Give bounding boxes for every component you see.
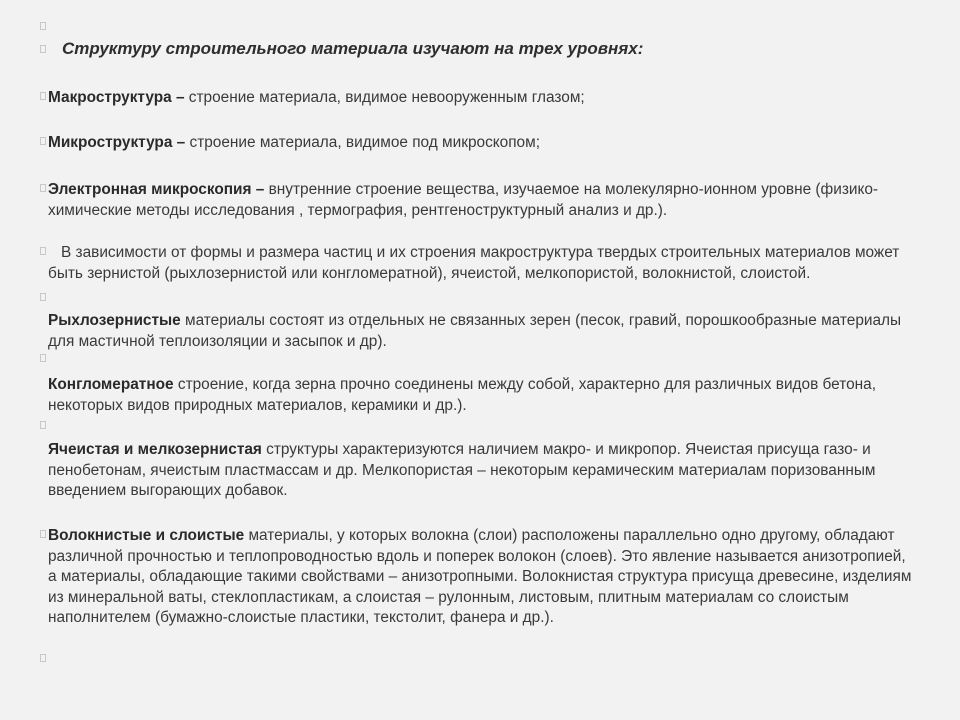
bullet-icon bbox=[40, 184, 46, 192]
paragraph-microstructure bbox=[48, 133, 918, 154]
bullet-icon bbox=[40, 45, 46, 53]
term-label: Микроструктура – bbox=[48, 134, 186, 151]
bullet-icon bbox=[40, 293, 46, 301]
paragraph-fibrous-layered bbox=[48, 526, 918, 629]
bullet-icon bbox=[40, 654, 46, 662]
paragraph-macrostructure-types bbox=[48, 243, 918, 284]
term-label: Волокнистые и слоистые bbox=[48, 527, 245, 544]
slide-title: Структуру строительного материала изучают на трех уровнях: bbox=[62, 39, 644, 58]
paragraph-text: строение материала, видимое под микроскопом; bbox=[185, 134, 540, 151]
term-label: Рыхлозернистые bbox=[48, 312, 181, 329]
bullet-icon bbox=[40, 92, 46, 100]
paragraph-macrostructure bbox=[48, 88, 918, 109]
paragraph-text: структуры характеризуются наличием макро- и микропор. Ячеистая присуща газо- и пенобетонам, ячеистым пластмассам и др. Мелкопористая – некоторым керамическим материалам поризованным введением выгорающих добавок. bbox=[48, 441, 876, 500]
term-label: Конгломератное bbox=[48, 376, 174, 393]
term-label: Ячеистая и мелкозернистая bbox=[48, 441, 262, 458]
paragraph-text: строение, когда зерна прочно соединены между собой, характерно для различных видов бетона, некоторых видов природных материалов, керамики и др.). bbox=[48, 376, 876, 414]
paragraph-text: материалы состоят из отдельных не связанных зерен (песок, гравий, порошкообразные материалы для мастичной теплоизоляции и засыпок и др). bbox=[48, 312, 902, 350]
bullet-icon bbox=[40, 354, 46, 362]
bullet-icon bbox=[40, 247, 46, 255]
paragraph-text: строение материала, видимое невооруженным глазом; bbox=[184, 89, 585, 106]
term-label: Макроструктура – bbox=[48, 89, 185, 106]
paragraph-conglomerate bbox=[48, 375, 918, 416]
bullet-icon bbox=[40, 530, 46, 538]
bullet-icon bbox=[40, 421, 46, 429]
paragraph-text: В зависимости от формы и размера частиц и их строения макроструктура твердых строительных материалов может быть зернистой (рыхлозернистой или конгломератной), ячеистой, мелкопористой, волокнистой, слоистой. bbox=[48, 244, 900, 282]
paragraph-loose-grained bbox=[48, 311, 918, 352]
bullet-icon bbox=[40, 22, 46, 30]
term-label: Электронная микроскопия – bbox=[48, 181, 265, 198]
bullet-icon bbox=[40, 137, 46, 145]
paragraph-text: материалы, у которых волокна (слои) расположены параллельно одно другому, обладают различной прочностью и теплопроводностью вдоль и поперек волокон (слоев). Это явление называется анизотропией, а материалы, обладающие такими свойствами – анизотропными. Волокнистая структура присуща древесине, изделиям из минеральной ваты, стеклопластикам, а слоистая – рулонным, листовым, плитным материалам со слоистым наполнителем (бумажно-слоистые пластики, текстолит, фанера и др.). bbox=[48, 527, 912, 627]
paragraph-cellular bbox=[48, 440, 918, 502]
paragraph-text: внутренние строение вещества, изучаемое на молекулярно-ионном уровне (физико-химические методы исследования , термография, рентгеноструктурный анализ и др.). bbox=[48, 181, 879, 219]
paragraph-electron-microscopy bbox=[48, 180, 918, 221]
